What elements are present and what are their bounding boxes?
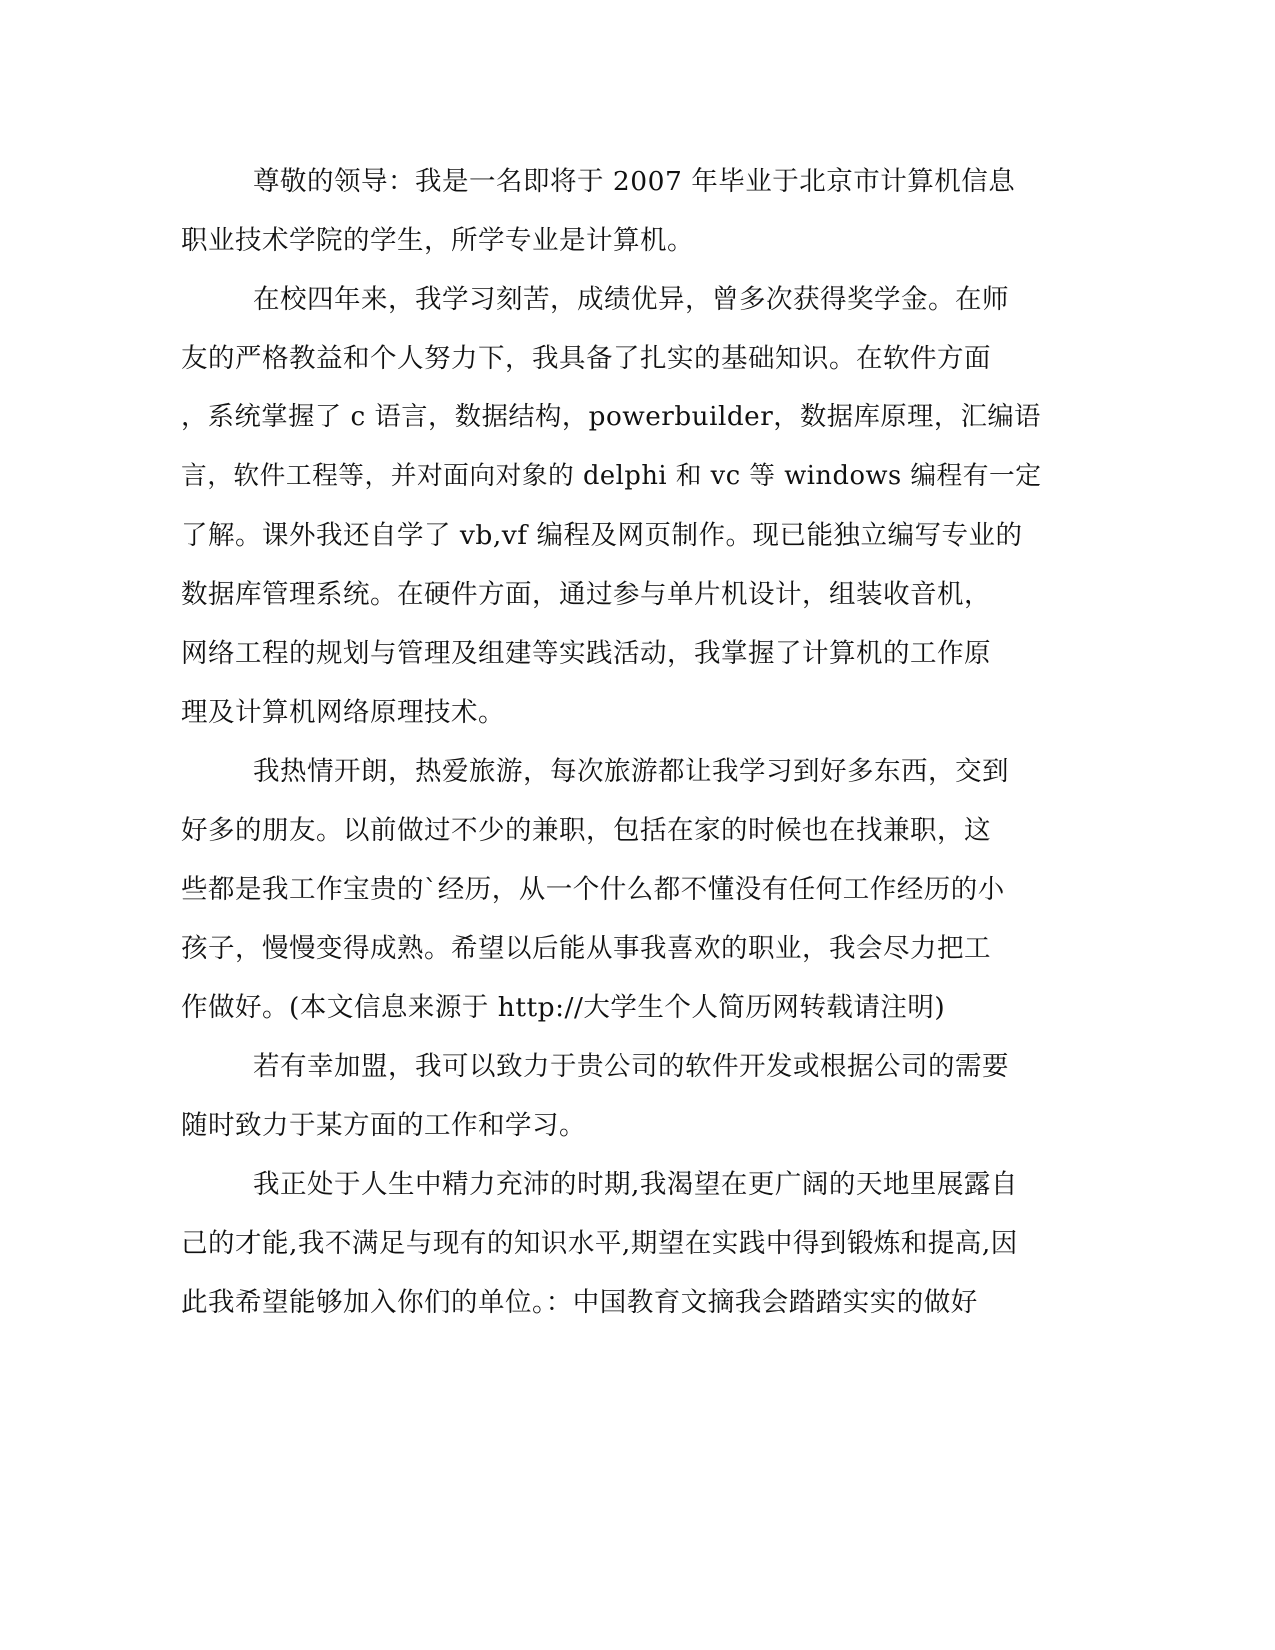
text-line: 友的严格教益和个人努力下，我具备了扎实的基础知识。在软件方面 xyxy=(181,343,991,374)
text-line: 作做好。(本文信息来源于 http://大学生个人简历网转载请注明) xyxy=(181,992,946,1023)
text-line: 些都是我工作宝贵的`经历，从一个什么都不懂没有任何工作经历的小 xyxy=(181,874,1005,905)
text-line: 理及计算机网络原理技术。 xyxy=(181,697,505,728)
text-line: 此我希望能够加入你们的单位。：中国教育文摘我会踏踏实实的做好 xyxy=(181,1287,978,1318)
text-line: 了解。课外我还自学了 vb,vf 编程及网页制作。现已能独立编写专业的 xyxy=(181,520,1023,551)
text-line: 我热情开朗，热爱旅游，每次旅游都让我学习到好多东西，交到 xyxy=(253,756,1009,787)
text-line: 言，软件工程等，并对面向对象的 delphi 和 vc 等 windows 编程有一定 xyxy=(181,461,1042,491)
text-line: 好多的朋友。以前做过不少的兼职，包括在家的时候也在找兼职，这 xyxy=(181,815,991,846)
letter-body xyxy=(181,152,1042,1332)
text-line: 我正处于人生中精力充沛的时期,我渴望在更广阔的天地里展露自 xyxy=(253,1169,1018,1200)
text-line: 在校四年来，我学习刻苦，成绩优异，曾多次获得奖学金。在师 xyxy=(253,284,1009,315)
text-line: 数据库管理系统。在硬件方面，通过参与单片机设计，组装收音机， xyxy=(181,579,991,610)
text-line: 若有幸加盟，我可以致力于贵公司的软件开发或根据公司的需要 xyxy=(253,1051,1009,1082)
text-line: 孩子，慢慢变得成熟。希望以后能从事我喜欢的职业，我会尽力把工 xyxy=(181,933,991,964)
text-line: ，系统掌握了 c 语言，数据结构，powerbuilder，数据库原理，汇编语 xyxy=(181,402,1041,432)
text-line: 己的才能,我不满足与现有的知识水平,期望在实践中得到锻炼和提高,因 xyxy=(181,1228,1018,1259)
text-line: 随时致力于某方面的工作和学习。 xyxy=(181,1110,586,1141)
text-line: 职业技术学院的学生，所学专业是计算机。 xyxy=(181,225,694,256)
text-line: 尊敬的领导：我是一名即将于 2007 年毕业于北京市计算机信息 xyxy=(253,166,1016,197)
text-line: 网络工程的规划与管理及组建等实践活动，我掌握了计算机的工作原 xyxy=(181,638,991,669)
